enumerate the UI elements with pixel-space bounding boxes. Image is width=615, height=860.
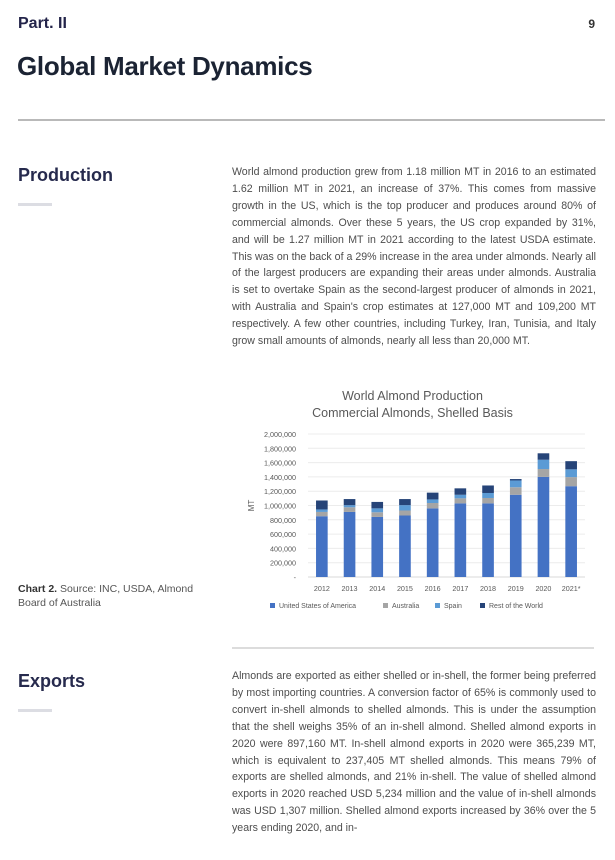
caption-source: Source: INC, USDA, Almond Board of Australia <box>18 583 194 609</box>
bar-segment <box>399 516 411 577</box>
bar-segment <box>482 493 494 498</box>
bar-segment <box>482 485 494 493</box>
bar-segment <box>538 453 550 459</box>
bar-segment <box>565 477 577 486</box>
chart-canvas <box>240 382 595 622</box>
bar-segment <box>344 505 356 507</box>
section-divider <box>232 647 594 649</box>
y-tick-label: 400,000 <box>270 544 296 554</box>
bar-segment <box>510 487 522 495</box>
legend-label: Spain <box>444 603 462 610</box>
x-tick-label: 2021* <box>561 584 581 593</box>
bar-segment <box>455 498 467 503</box>
y-tick-label: 1,200,000 <box>264 487 296 497</box>
part-label: Part. II <box>18 15 67 32</box>
bar-segment <box>565 461 577 469</box>
y-tick-label: - <box>293 573 296 582</box>
bar-segment <box>371 508 383 512</box>
bar-segment <box>399 511 411 516</box>
production-chart <box>240 382 595 622</box>
y-tick-label: 1,000,000 <box>264 501 296 511</box>
production-heading: Production <box>18 165 113 185</box>
bar-segment <box>565 469 577 477</box>
bar-segment <box>538 469 550 477</box>
bar-segment <box>538 477 550 577</box>
x-tick-label: 2015 <box>396 584 413 593</box>
legend-swatch <box>383 603 388 608</box>
bar-segment <box>538 460 550 469</box>
legend-label: Australia <box>392 603 420 610</box>
x-tick-label: 2018 <box>480 584 497 593</box>
legend-swatch <box>435 603 440 608</box>
bar-segment <box>455 503 467 577</box>
page-title: Global Market Dynamics <box>17 51 313 81</box>
bar-segment <box>371 502 383 508</box>
bar-segment <box>371 512 383 517</box>
exports-heading-underline <box>18 709 52 712</box>
bar-segment <box>510 495 522 577</box>
chart-title: World Almond Production <box>342 389 483 403</box>
exports-heading: Exports <box>18 671 86 691</box>
legend-label: Rest of the World <box>489 603 543 610</box>
bar-segment <box>371 517 383 577</box>
bar-segment <box>399 505 411 510</box>
x-tick-label: 2014 <box>369 584 386 593</box>
bar-segment <box>344 512 356 577</box>
header-divider <box>18 119 605 121</box>
exports-paragraph: Almonds are exported as either shelled or in-shell, the former being preferred by most importing countries. A conversion factor of 65% is commonly used to convert in-shell almonds to shelled almonds. This is under the assumption that the shell weighs 35% of an in-shell almond. Shelled almond exports in 2020 were 897,160 MT. In-shell almond exports in 2020 were 365,239 MT, which is equivalent to 237,405 MT shelled almonds. This means 79% of exports are shelled almonds, and 21% in-shell. The value of shelled almond exports in 2020 reached USD 5,234 million and the value of in-shell almonds was USD 1,307 million. Shelled almond exports increased by 36% over the 5 years ending 2020, and in- <box>232 670 596 835</box>
y-tick-label: 600,000 <box>270 530 296 540</box>
bar-segment <box>455 488 467 494</box>
page-number: 9 <box>588 17 595 31</box>
bar-segment <box>565 486 577 577</box>
chart-subtitle: Commercial Almonds, Shelled Basis <box>312 406 513 420</box>
x-tick-label: 2017 <box>452 584 469 593</box>
x-tick-label: 2012 <box>313 584 330 593</box>
x-tick-label: 2013 <box>341 584 358 593</box>
y-tick-label: 1,400,000 <box>264 472 296 482</box>
bar-segment <box>316 516 328 577</box>
production-heading-underline <box>18 203 52 206</box>
bar-segment <box>510 480 522 487</box>
y-tick-label: 800,000 <box>270 515 296 525</box>
x-tick-label: 2016 <box>424 584 441 593</box>
y-tick-label: 1,800,000 <box>264 444 296 454</box>
x-tick-label: 2020 <box>535 584 552 593</box>
legend-swatch <box>480 603 485 608</box>
legend-label: United States of America <box>279 603 357 610</box>
bar-segment <box>316 512 328 516</box>
legend-swatch <box>270 603 275 608</box>
y-tick-label: 2,000,000 <box>264 430 296 439</box>
x-tick-label: 2019 <box>507 584 524 593</box>
bar-segment <box>344 499 356 505</box>
bar-segment <box>344 507 356 512</box>
bar-segment <box>427 503 439 508</box>
bar-segment <box>316 500 328 509</box>
chart-caption <box>18 583 218 610</box>
bar-segment <box>510 479 522 480</box>
bar-segment <box>455 495 467 499</box>
bar-segment <box>316 509 328 512</box>
y-axis-label: MT <box>247 499 256 512</box>
y-tick-label: 1,600,000 <box>264 458 296 468</box>
bar-segment <box>482 503 494 577</box>
bar-segment <box>482 498 494 503</box>
production-paragraph: World almond production grew from 1.18 million MT in 2016 to an estimated 1.62 million MT in 2021, an increase of 37%. This comes from massive growth in the US, which is the top producer and produces around 80% of commercial almonds. Over these 5 years, the US crop expanded by 31%, and will be 1.27 million MT in 2021 according to the latest USDA estimate. This was on the back of a 29% increase in the area under almonds. Nearly all of the largest producers are expanding their areas under almonds. Australia is set to overtake Spain as the second-largest producer of almonds in 2021, with Australia and Spain's crop estimates at 127,000 MT and 109,200 MT respectively. A few other countries, including Turkey, Iran, Tunisia, and Italy grow small amounts of almonds, nearly all less than 20,000 MT. <box>232 166 596 348</box>
y-tick-label: 200,000 <box>270 558 296 568</box>
caption-label: Chart 2. <box>18 583 58 595</box>
bar-segment <box>427 508 439 577</box>
bar-segment <box>427 499 439 503</box>
bar-segment <box>427 493 439 500</box>
bar-segment <box>399 499 411 505</box>
